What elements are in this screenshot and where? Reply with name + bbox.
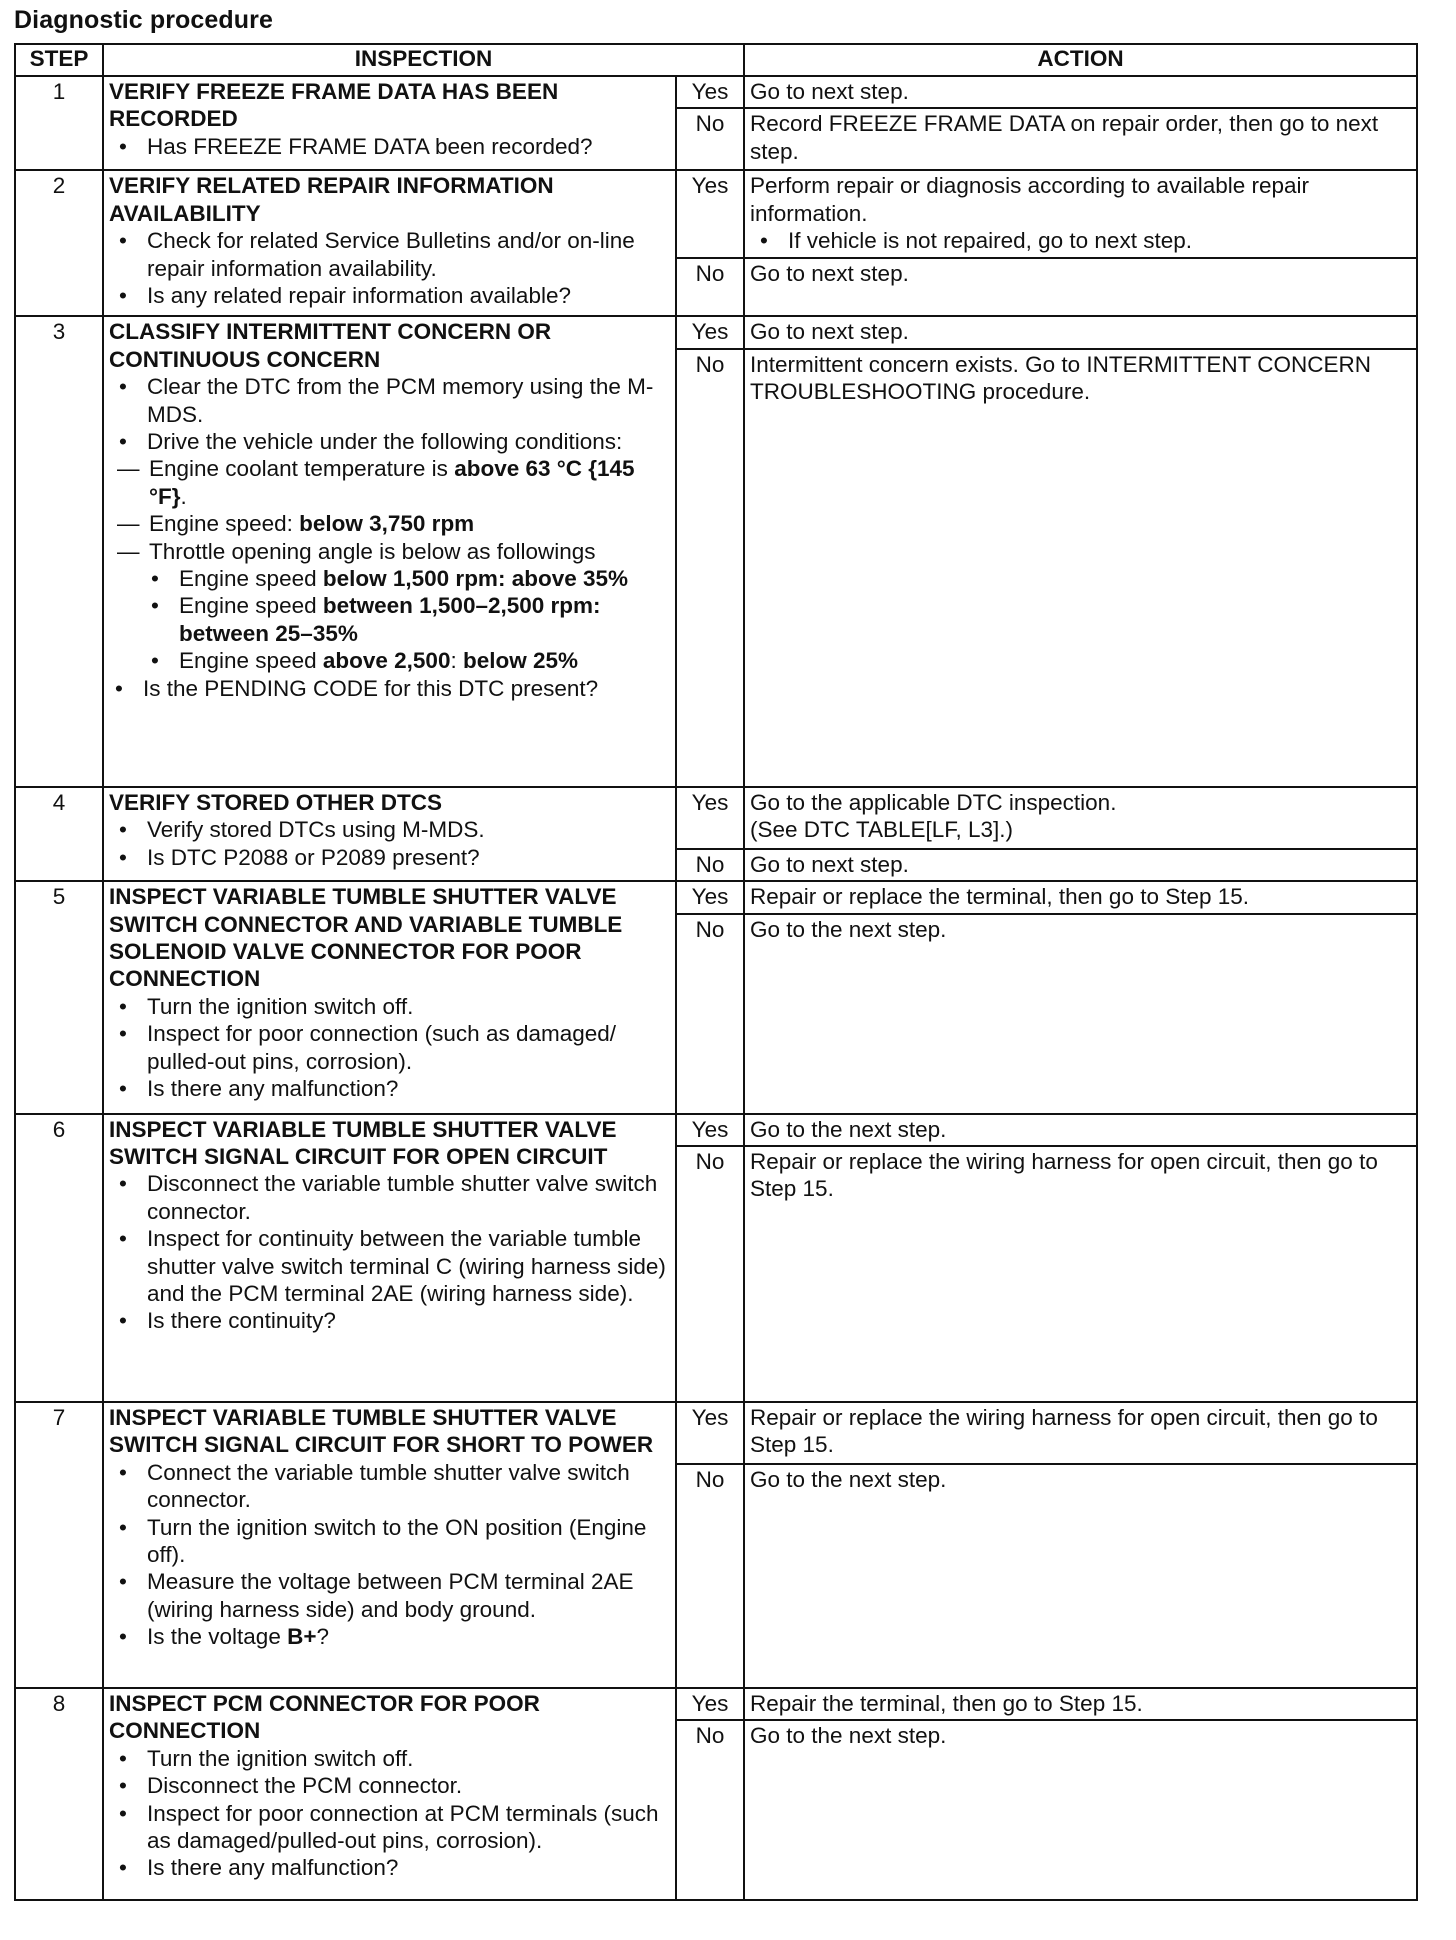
inspection-bullet: • Has FREEZE FRAME DATA been recorded? <box>109 133 670 160</box>
inspection-bullet: • Is any related repair information available? <box>109 282 670 309</box>
action-no: Go to the next step. <box>744 1464 1417 1688</box>
inspection-bullet: • Is there continuity? <box>109 1307 670 1334</box>
action-bullet: • If vehicle is not repaired, go to next step. <box>750 227 1411 254</box>
step-number: 2 <box>15 170 103 316</box>
inspection-bullet: • Turn the ignition switch off. <box>109 1745 670 1772</box>
inspection-cell <box>103 1402 676 1688</box>
step-number: 7 <box>15 1402 103 1688</box>
action-yes-cell <box>744 170 1417 258</box>
condition-item <box>117 510 670 537</box>
inspection-title: VERIFY FREEZE FRAME DATA HAS BEEN RECORDED <box>109 79 559 132</box>
header-inspection: INSPECTION <box>103 44 744 76</box>
step-row-3 <box>15 316 1417 348</box>
inspection-title: VERIFY STORED OTHER DTCS <box>109 789 442 815</box>
step-row-4 <box>15 787 1417 849</box>
action-yes-ref: (See DTC TABLE[LF, L3].) <box>750 817 1014 843</box>
bullet-text: ? <box>316 1624 329 1650</box>
action-yes: Go to next step. <box>744 316 1417 348</box>
step-number: 5 <box>15 881 103 1113</box>
inspection-cell <box>103 316 676 786</box>
no-label: No <box>676 1464 744 1688</box>
inspection-title: INSPECT VARIABLE TUMBLE SHUTTER VALVE SWITCH SIGNAL CIRCUIT FOR OPEN CIRCUIT <box>109 1116 617 1170</box>
condition-text: . <box>180 483 187 509</box>
action-yes: Go to the applicable DTC inspection. <box>750 789 1117 815</box>
step-number: 3 <box>15 316 103 786</box>
action-yes: Go to the next step. <box>744 1114 1417 1146</box>
yes-label: Yes <box>676 76 744 108</box>
inspection-bullet: • Is the PENDING CODE for this DTC present? <box>105 675 670 702</box>
inspection-bullet: • Is there any malfunction? <box>109 1854 670 1881</box>
yes-label: Yes <box>676 316 744 348</box>
inspection-bullet: • Disconnect the variable tumble shutter valve switch connector. <box>109 1170 670 1225</box>
bullet-text: Drive the vehicle under the following conditions: <box>147 429 623 455</box>
action-yes: Go to next step. <box>744 76 1417 108</box>
inspection-cell <box>103 76 676 170</box>
inspection-bullet: • Disconnect the PCM connector. <box>109 1772 670 1799</box>
sub-condition <box>117 565 670 592</box>
step-row-5 <box>15 881 1417 913</box>
inspection-title: INSPECT VARIABLE TUMBLE SHUTTER VALVE SWITCH CONNECTOR AND VARIABLE TUMBLE SOLENOID VALVE CONNECTOR FOR POOR CONNECTION <box>109 884 623 992</box>
inspection-cell <box>103 170 676 316</box>
inspection-title: VERIFY RELATED REPAIR INFORMATION AVAILABILITY <box>109 173 554 226</box>
no-label: No <box>676 349 744 787</box>
step-row-6 <box>15 1114 1417 1146</box>
action-yes: Repair the terminal, then go to Step 15. <box>744 1688 1417 1720</box>
action-no: Go to the next step. <box>744 914 1417 1114</box>
action-no: Intermittent concern exists. Go to INTERMITTENT CONCERN TROUBLESHOOTING procedure. <box>744 349 1417 787</box>
condition-text: Engine coolant temperature is <box>149 456 455 482</box>
bullet-text: Is the voltage <box>147 1624 288 1650</box>
sub-value: above 2,500 <box>322 648 451 674</box>
no-label: No <box>676 258 744 316</box>
action-no: Go to next step. <box>744 258 1417 316</box>
condition-text: Throttle opening angle is below as followings <box>149 538 596 564</box>
inspection-bullet: • Connect the variable tumble shutter valve switch connector. <box>109 1459 670 1514</box>
step-row-1 <box>15 76 1417 108</box>
sub-value: below 1,500 rpm <box>322 566 498 592</box>
action-yes-cell <box>744 787 1417 849</box>
inspection-bullet: • Turn the ignition switch off. <box>109 993 670 1020</box>
action-no: Go to the next step. <box>744 1720 1417 1900</box>
header-row <box>15 44 1417 76</box>
inspection-bullet: • Clear the DTC from the PCM memory using the M-MDS. <box>109 373 670 428</box>
no-label: No <box>676 849 744 881</box>
inspection-bullet: • Inspect for poor connection (such as damaged/ pulled-out pins, corrosion). <box>109 1020 670 1075</box>
condition-text: Engine speed: <box>149 511 300 537</box>
inspection-bullet: • Turn the ignition switch to the ON position (Engine off). <box>109 1514 670 1569</box>
yes-label: Yes <box>676 170 744 258</box>
no-label: No <box>676 914 744 1114</box>
action-yes: Perform repair or diagnosis according to available repair information. <box>750 173 1310 226</box>
sub-text: Engine speed <box>179 648 323 674</box>
action-yes: Repair or replace the wiring harness for open circuit, then go to Step 15. <box>744 1402 1417 1464</box>
step-number: 4 <box>15 787 103 881</box>
step-number: 8 <box>15 1688 103 1900</box>
condition-item <box>117 538 670 675</box>
sub-text: Engine speed <box>179 593 323 619</box>
step-row-8 <box>15 1688 1417 1720</box>
step-row-7 <box>15 1402 1417 1464</box>
inspection-cell <box>103 787 676 881</box>
sub-value: between 1,500–2,500 rpm <box>322 593 594 619</box>
inspection-bullet <box>109 1623 670 1650</box>
header-action: ACTION <box>744 44 1417 76</box>
action-yes: Repair or replace the terminal, then go to Step 15. <box>744 881 1417 913</box>
sub-sep: : <box>450 648 463 674</box>
sub-value: below 25% <box>462 648 579 674</box>
step-number: 1 <box>15 76 103 170</box>
sub-condition <box>117 647 670 674</box>
inspection-bullet: • Measure the voltage between PCM terminal 2AE (wiring harness side) and body ground. <box>109 1568 670 1623</box>
no-label: No <box>676 108 744 170</box>
inspection-title: INSPECT VARIABLE TUMBLE SHUTTER VALVE SWITCH SIGNAL CIRCUIT FOR SHORT TO POWER <box>109 1405 654 1458</box>
inspection-bullet: • Check for related Service Bulletins and/or on-line repair information availability. <box>109 227 670 282</box>
sub-condition <box>117 592 670 647</box>
yes-label: Yes <box>676 1114 744 1146</box>
header-step: STEP <box>15 44 103 76</box>
inspection-bullet: • Inspect for continuity between the variable tumble shutter valve switch terminal C (wiring harness side) and the PCM terminal 2AE (wiring harness side). <box>109 1225 670 1307</box>
inspection-bullet: • Is there any malfunction? <box>109 1075 670 1102</box>
sub-text: Engine speed <box>179 566 323 592</box>
inspection-cell <box>103 1688 676 1900</box>
sub-value: between 25–35% <box>179 620 358 646</box>
page-title: Diagnostic procedure <box>14 6 273 34</box>
diagnostic-table <box>14 43 1418 1901</box>
action-no: Repair or replace the wiring harness for open circuit, then go to Step 15. <box>744 1146 1417 1402</box>
inspection-cell <box>103 1114 676 1402</box>
inspection-bullet: • Is DTC P2088 or P2089 present? <box>109 844 670 871</box>
action-no: Go to next step. <box>744 849 1417 881</box>
no-label: No <box>676 1146 744 1402</box>
step-number: 6 <box>15 1114 103 1402</box>
condition-value: below 3,750 rpm <box>299 511 475 537</box>
inspection-bullet: • Inspect for poor connection at PCM terminals (such as damaged/pulled-out pins, corrosion). <box>109 1800 670 1855</box>
yes-label: Yes <box>676 1402 744 1464</box>
yes-label: Yes <box>676 881 744 913</box>
condition-value: above 63 °C {145 °F} <box>149 456 635 509</box>
inspection-title: CLASSIFY INTERMITTENT CONCERN OR CONTINUOUS CONCERN <box>109 319 552 372</box>
condition-item <box>117 455 670 510</box>
no-label: No <box>676 1720 744 1900</box>
inspection-title: INSPECT PCM CONNECTOR FOR POOR CONNECTION <box>109 1691 540 1744</box>
inspection-bullet <box>109 428 670 675</box>
sub-value: above 35% <box>511 566 629 592</box>
yes-label: Yes <box>676 787 744 849</box>
sub-sep: : <box>497 566 512 592</box>
sub-sep: : <box>593 593 601 619</box>
step-row-2 <box>15 170 1417 258</box>
bullet-value: B+ <box>287 1624 317 1650</box>
yes-label: Yes <box>676 1688 744 1720</box>
inspection-cell <box>103 881 676 1113</box>
inspection-bullet: • Verify stored DTCs using M-MDS. <box>109 816 670 843</box>
action-no: Record FREEZE FRAME DATA on repair order, then go to next step. <box>744 108 1417 170</box>
